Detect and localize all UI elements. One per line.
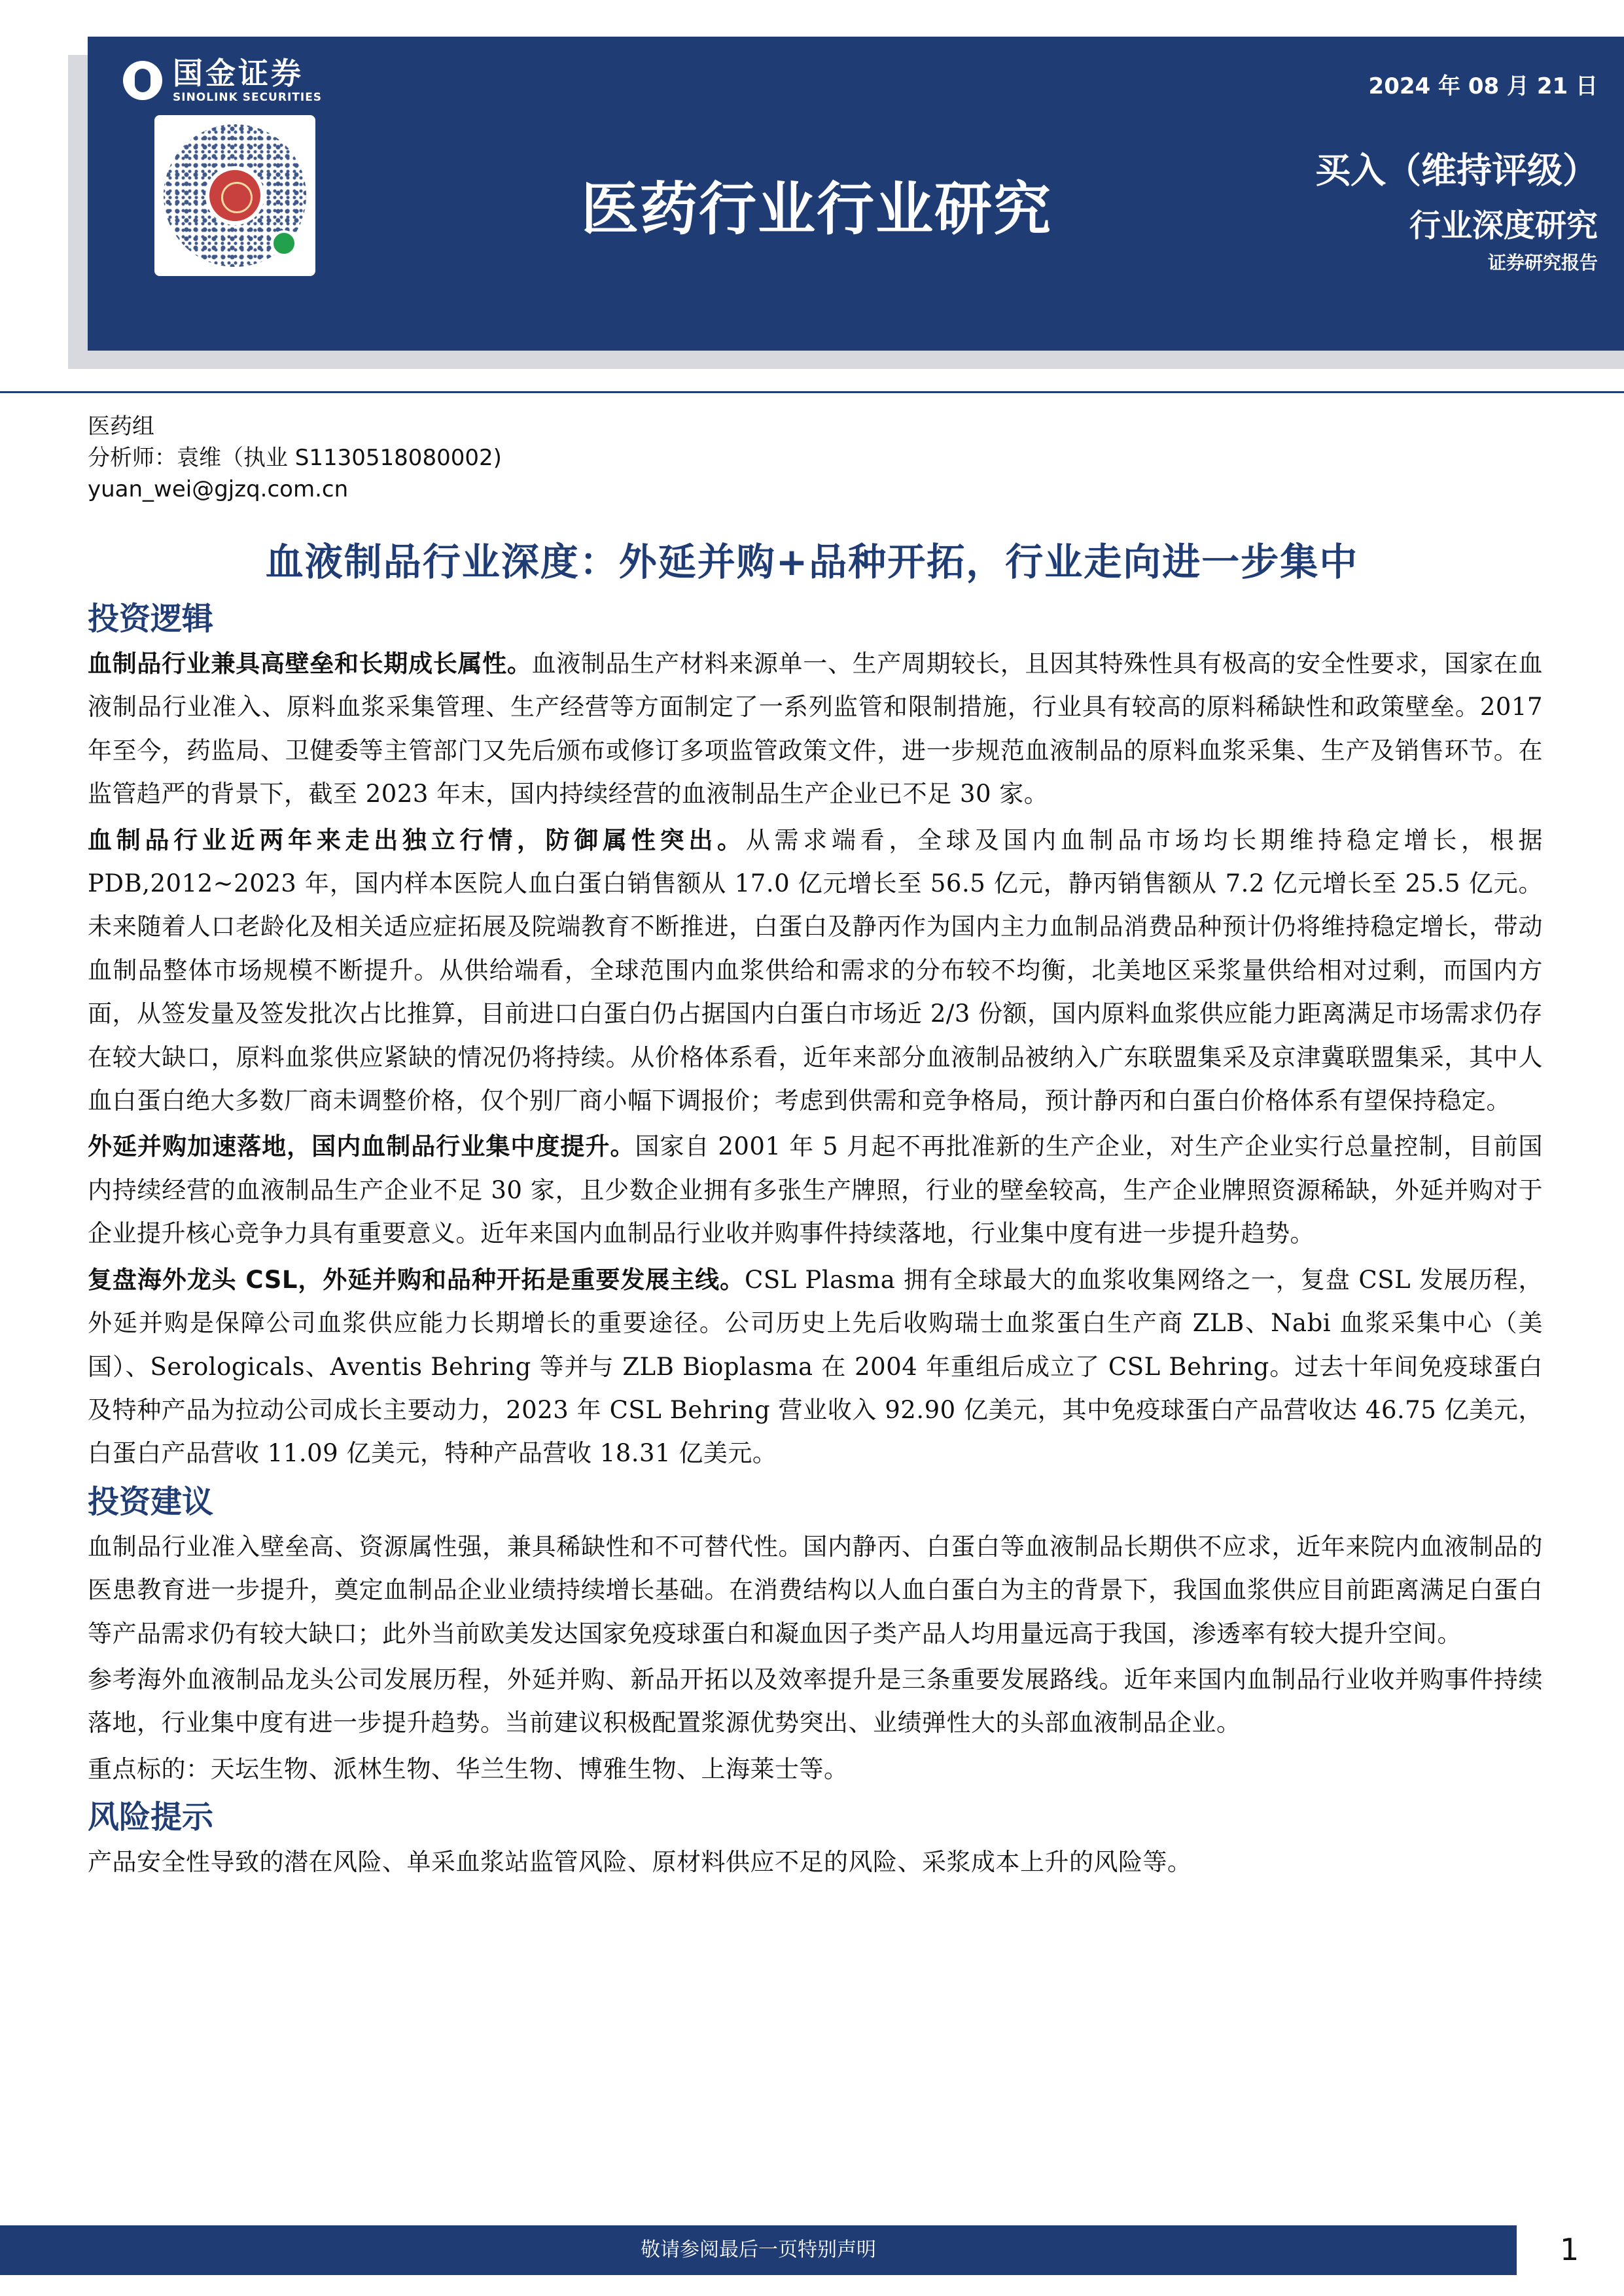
- analyst-name: 分析师：袁维（执业 S1130518080002): [88, 445, 502, 471]
- paragraph: 参考海外血液制品龙头公司发展历程，外延并购、新品开拓以及效率提升是三条重要发展路线。近年来国内血制品行业收并购事件持续落地，行业集中度有进一步提升趋势。当前建议积极配置浆源优势突出、业绩弹性大的头部血液制品企业。: [88, 1665, 1543, 1737]
- sinolink-logo-icon: [123, 61, 162, 100]
- paragraph: [88, 1125, 1543, 1255]
- paragraph: 重点标的：天坛生物、派林生物、华兰生物、博雅生物、上海莱士等。: [88, 1754, 849, 1783]
- section-heading-investment-logic: 投资逻辑: [88, 600, 214, 637]
- paragraph-lead: 血制品行业近两年来走出独立行情，防御属性突出。: [88, 826, 746, 854]
- paragraph: 血制品行业准入壁垒高、资源属性强，兼具稀缺性和不可替代性。国内静丙、白蛋白等血液制品长期供不应求，近年来院内血液制品的医患教育进一步提升，奠定血制品企业业绩持续增长基础。在消费结构以人血白蛋白为主的背景下，我国血浆供应目前距离满足白蛋白等产品需求仍有较大缺口；此外当前欧美发达国家免疫球蛋白和凝血因子类产品人均用量远高于我国，渗透率有较大提升空间。: [88, 1532, 1543, 1648]
- brand-name-en: SINOLINK SECURITIES: [173, 91, 323, 104]
- paragraph-text: CSL Plasma 拥有全球最大的血浆收集网络之一，复盘 CSL 发展历程，外延并购是保障公司血浆供应能力长期增长的重要途径。公司历史上先后收购瑞士血浆蛋白生产商 ZLB、Nabi 血浆采集中心（美国）、Serologicals、Aventis Behring 等并与 ZLB Bioplasma 在 2004 年重组后成立了 CSL Behring。过去十年间免疫球蛋白及特种产品为拉动公司成长主要动力，2023 年 CSL Behring 营业收入 92.90 亿美元，其中免疫球蛋白产品营收达 46.75 亿美元，白蛋白产品营收 11.09 亿美元，特种产品营收 18.31 亿美元。: [88, 1265, 1543, 1468]
- paragraph: [88, 819, 1543, 1123]
- research-group: 医药组: [88, 413, 154, 440]
- analyst-info: [88, 411, 502, 505]
- paragraph: 产品安全性导致的潜在风险、单采血浆站监管风险、原材料供应不足的风险、采浆成本上升的风险等。: [88, 1848, 1192, 1877]
- industry-title: 医药行业行业研究: [581, 175, 1053, 243]
- page-number: 1: [1560, 2232, 1580, 2267]
- article-body: [88, 594, 1543, 1887]
- sinolink-logo: [123, 56, 322, 105]
- paragraph-lead: 外延并购加速落地，国内血制品行业集中度提升。: [88, 1132, 635, 1161]
- footer-disclaimer: 敬请参阅最后一页特别声明: [0, 2225, 1517, 2275]
- brand-name-cn: 国金证券: [173, 56, 304, 91]
- qr-code-icon: [154, 115, 315, 276]
- paragraph-lead: 血制品行业兼具高壁垒和长期成长属性。: [88, 650, 532, 678]
- section-heading-risk-warning: 风险提示: [88, 1799, 214, 1836]
- report-date: 2024 年 08 月 21 日: [1368, 73, 1598, 99]
- paragraph: [88, 642, 1543, 816]
- paragraph-text: 从需求端看，全球及国内血制品市场均长期维持稳定增长，根据PDB,2012~2023 年，国内样本医院人血白蛋白销售额从 17.0 亿元增长至 56.5 亿元，静丙销售额从 7.2 亿元增长至 25.5 亿元。未来随着人口老龄化及相关适应症拓展及院端教育不断推进，白蛋白及静丙作为国内主力血制品消费品种预计仍将维持稳定增长，带动血制品整体市场规模不断提升。从供给端看，全球范围内血浆供给和需求的分布较不均衡，北美地区采浆量供给相对过剩，而国内方面，从签发量及签发批次占比推算，目前进口白蛋白仍占据国内白蛋白市场近 2/3 份额，国内原料血浆供应能力距离满足市场需求仍存在较大缺口，原料血浆供应紧缺的情况仍将持续。从价格体系看，近年来部分血液制品被纳入广东联盟集采及京津冀联盟集采，其中人血白蛋白绝大多数厂商未调整价格，仅个别厂商小幅下调报价；考虑到供需和竞争格局，预计静丙和白蛋白价格体系有望保持稳定。: [88, 826, 1544, 1115]
- article-title: 血液制品行业深度：外延并购+品种开拓，行业走向进一步集中: [265, 540, 1359, 584]
- analyst-email[interactable]: yuan_wei@gjzq.com.cn: [88, 476, 349, 502]
- report-type: 行业深度研究: [1409, 207, 1598, 244]
- paragraph-lead: 复盘海外龙头 CSL，外延并购和品种开拓是重要发展主线。: [88, 1265, 745, 1294]
- paragraph: [88, 1259, 1543, 1476]
- header-divider: [0, 391, 1624, 393]
- rating-label: 买入（维持评级）: [1315, 150, 1598, 191]
- paragraph-text: 血液制品生产材料来源单一、生产周期较长，且因其特殊性具有极高的安全性要求，国家在血液制品行业准入、原料血浆采集管理、生产经营等方面制定了一系列监管和限制措施，行业具有较高的原料稀缺性和政策壁垒。2017 年至今，药监局、卫健委等主管部门又先后颁布或修订多项监管政策文件，进一步规范血液制品的原料血浆采集、生产及销售环节。在监管趋严的背景下，截至 2023 年末，国内持续经营的血液制品生产企业已不足 30 家。: [88, 650, 1544, 809]
- report-kind: 证券研究报告: [1487, 252, 1598, 273]
- section-heading-investment-advice: 投资建议: [88, 1483, 214, 1520]
- paragraph-text: 国家自 2001 年 5 月起不再批准新的生产企业，对生产企业实行总量控制，目前国内持续经营的血液制品生产企业不足 30 家，且少数企业拥有多张生产牌照，行业的壁垒较高，生产企业牌照资源稀缺，外延并购对于企业提升核心竞争力具有重要意义。近年来国内血制品行业收并购事件持续落地，行业集中度有进一步提升趋势。: [88, 1132, 1543, 1248]
